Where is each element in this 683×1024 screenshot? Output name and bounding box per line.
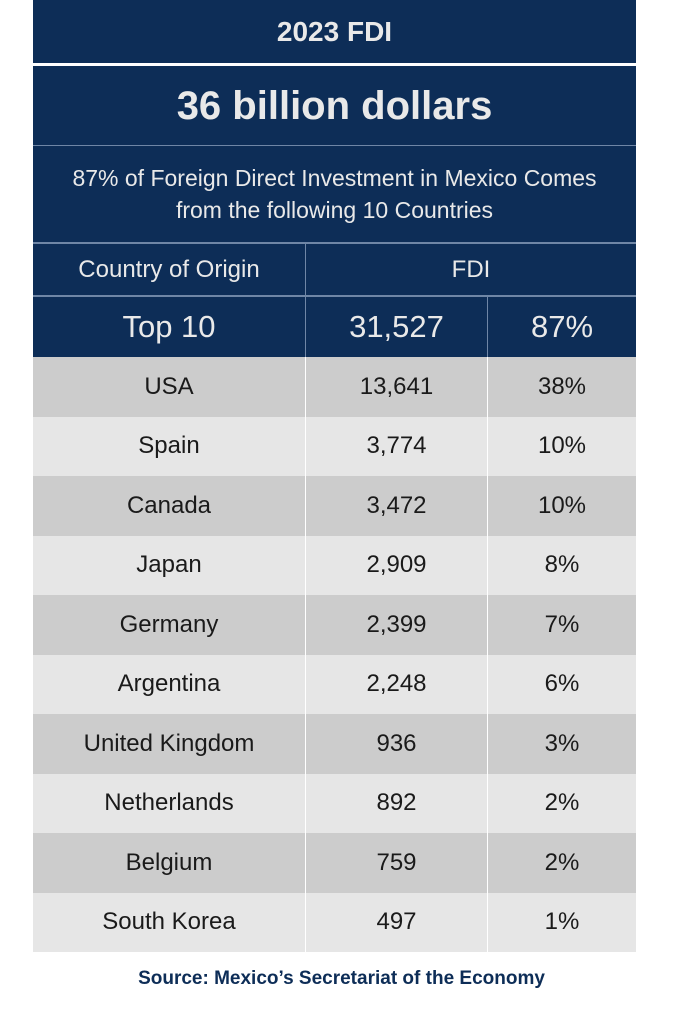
table-row [33,536,636,596]
table-row [33,357,636,417]
fdi-value-cell: 13,641 [306,357,488,417]
country-cell: Argentina [33,655,306,715]
country-cell: Germany [33,595,306,655]
fdi-value-cell: 936 [306,714,488,774]
country-cell: United Kingdom [33,714,306,774]
share-cell: 3% [544,729,580,757]
table-row [33,655,636,715]
fdi-value-cell: 892 [306,774,488,834]
table-row [33,833,636,893]
share-cell: 8% [544,551,580,579]
fdi-table-card [33,0,636,952]
table-row [33,893,636,953]
share-cell: 7% [544,610,580,638]
fdi-value-cell: 759 [306,833,488,893]
table-row [33,476,636,536]
subtitle-line-2: from the following 10 Countries [175,197,494,223]
country-cell: Spain [33,417,306,477]
share-cell: 38% [537,372,587,400]
country-cell: Canada [33,476,306,536]
fdi-value-cell: 2,248 [306,655,488,715]
share-cell: 10% [537,432,587,460]
fdi-value-cell: 497 [306,893,488,953]
share-cell: 6% [544,670,580,698]
table-row [33,595,636,655]
country-cell: Netherlands [33,774,306,834]
fdi-value-cell: 2,909 [306,536,488,596]
total-row [33,297,636,357]
table-subtitle [33,146,636,244]
country-cell: Belgium [33,833,306,893]
data-rows [33,357,636,952]
fdi-value-cell: 2,399 [306,595,488,655]
country-cell: Japan [33,536,306,596]
total-fdi: 31,527 [306,297,488,357]
column-header-country: Country of Origin [33,244,306,295]
share-cell: 2% [544,789,580,817]
country-cell: USA [33,357,306,417]
subtitle-line-1: 87% of Foreign Direct Investment in Mexico Comes [72,165,597,191]
headline-total: 36 billion dollars [33,66,636,146]
source-note: Source: Mexico’s Secretariat of the Economy [138,968,545,989]
table-row [33,417,636,477]
table-row [33,714,636,774]
share-cell: 1% [544,908,580,936]
share-cell: 10% [537,491,587,519]
total-label: Top 10 [33,297,306,357]
share-cell: 2% [544,848,580,876]
fdi-value-cell: 3,472 [306,476,488,536]
column-header-fdi: FDI [451,255,491,283]
fdi-value-cell: 3,774 [306,417,488,477]
column-header-row [33,244,636,297]
total-share: 87% [530,309,594,344]
table-row [33,774,636,834]
country-cell: South Korea [33,893,306,953]
table-title: 2023 FDI [33,0,636,63]
